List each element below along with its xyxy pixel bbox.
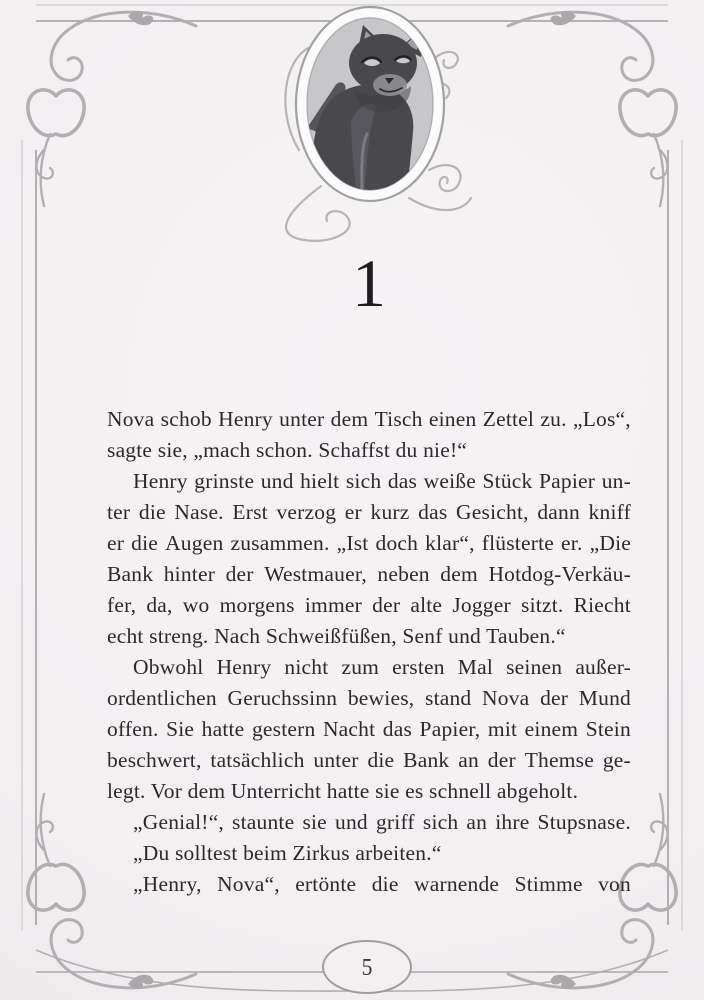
text-line: ter die Nase. Erst verzog er kurz das Gesicht, dann kniff	[107, 500, 631, 524]
text-line: beschwert, tatsächlich unter die Bank an der Themse ge-	[107, 748, 631, 772]
text-line: legt. Vor dem Unterricht hatte sie es schnell abgeholt.	[107, 779, 579, 803]
text-line: Henry grinste und hielt sich das weiße Stück Papier un-	[133, 469, 631, 493]
text-line: „Henry, Nova“, ertönte die warnende Stimme von	[133, 872, 631, 896]
text-line: Nova schob Henry unter dem Tisch einen Zettel zu. „Los“,	[107, 407, 631, 431]
text-line: offen. Sie hatte gestern Nacht das Papier, mit einem Stein	[107, 717, 631, 741]
text-line: fer, da, wo morgens immer der alte Jogger sitzt. Riecht	[107, 593, 631, 617]
cat-illustration	[259, 0, 481, 250]
text-line: echt streng. Nach Schweißfüßen, Senf und Tauben.“	[107, 624, 566, 648]
text-line: Obwohl Henry nicht zum ersten Mal seinen außer-	[133, 655, 631, 679]
text-line: „Genial!“, staunte sie und griff sich an ihre Stupsnase.	[133, 810, 631, 834]
page-number: 5	[361, 955, 373, 981]
text-line: Bank hinter der Westmauer, neben dem Hotdog-Verkäu-	[107, 562, 631, 586]
corner-flourish-top-right	[508, 12, 676, 206]
text-line: ordentlichen Geruchssinn bewies, stand Nova der Mund	[107, 686, 631, 710]
text-line: sagte sie, „mach schon. Schaffst du nie!“	[107, 438, 468, 462]
body-text	[107, 404, 631, 900]
text-line: „Du solltest beim Zirkus arbeiten.“	[133, 841, 442, 865]
chapter-number: 1	[352, 245, 386, 321]
cat-muzzle	[373, 74, 407, 96]
text-line: er die Augen zusammen. „Ist doch klar“, flüsterte er. „Die	[107, 531, 631, 555]
corner-flourish-top-left	[28, 12, 196, 206]
